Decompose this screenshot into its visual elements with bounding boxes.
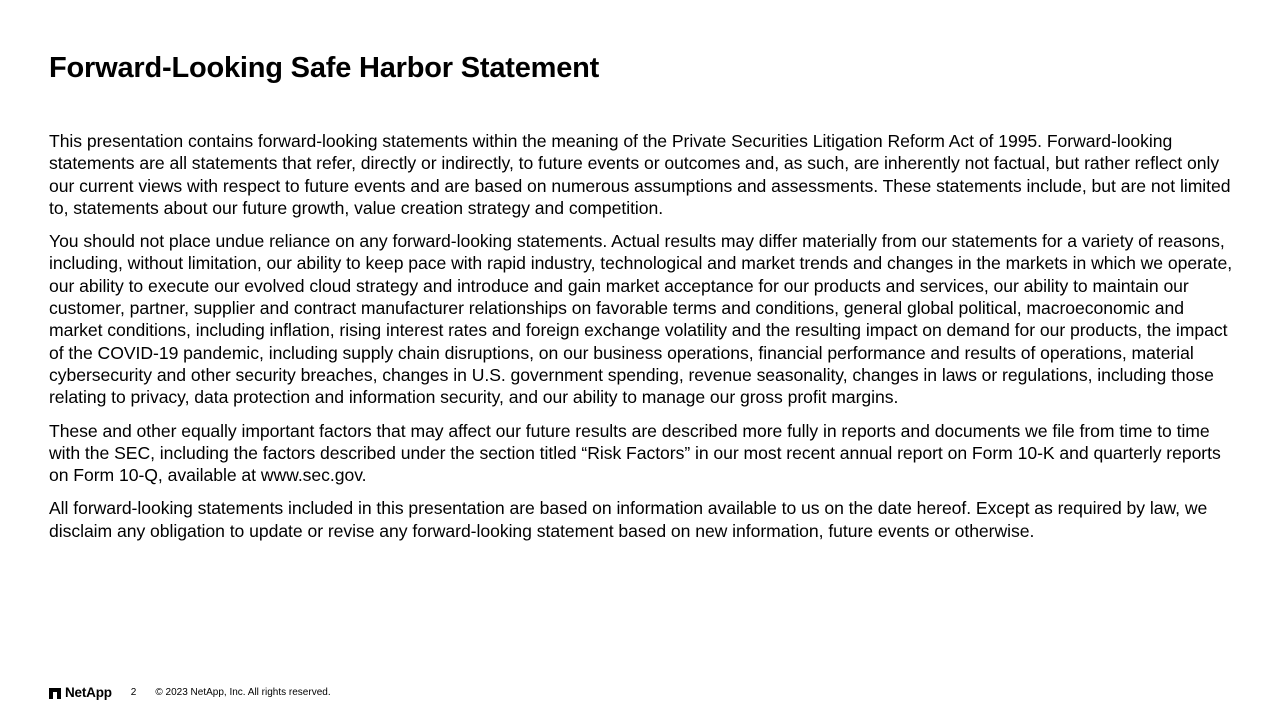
logo-text: NetApp (65, 685, 112, 700)
paragraph-intro: This presentation contains forward-looking statements within the meaning of the Private Securities Litigation Reform Act of 1995. Forward-looking statements are all statements that refer, directly or indirectly, to future events or outcomes and, as such, are inherently not factual, but rather reflect only our current views with respect to future events and are based on numerous assumptions and assessments. These statements include, but are not limited to, statements about our future growth, value creation strategy and competition. (49, 131, 1231, 218)
netapp-logo (49, 684, 112, 702)
footer (49, 684, 331, 702)
paragraph-disclaimer: All forward-looking statements included in this presentation are based on information available to us on the date hereof. Except as required by law, we disclaim any obligation to update or revise any forward-looking statement based on new information, future events or otherwise. (49, 498, 1208, 541)
slide-body (49, 130, 1239, 553)
netapp-logo-icon (49, 688, 61, 699)
slide-title: Forward-Looking Safe Harbor Statement (49, 52, 600, 84)
paragraph-sec-filings: These and other equally important factors that may affect our future results are described more fully in reports and documents we file from time to time with the SEC, including the factors described under the section titled “Risk Factors” in our most recent annual report on Form 10-K and quarterly reports on Form 10-Q, available at www.sec.gov. (49, 420, 1221, 486)
copyright-text: © 2023 NetApp, Inc. All rights reserved. (155, 687, 331, 698)
paragraph-risk-factors: You should not place undue reliance on any forward-looking statements. Actual results may differ materially from our statements for a variety of reasons, including, without limitation, our ability to keep pace with rapid industry, technological and market trends and changes in the markets in which we operate, our ability to execute our evolved cloud strategy and introduce and gain market acceptance for our products and services, our ability to maintain our customer, partner, supplier and contract manufacturer relationships on favorable terms and conditions, general global political, macroeconomic and market conditions, including inflation, rising interest rates and foreign exchange volatility and the resulting impact on demand for our products, the impact of the COVID-19 pandemic, including supply chain disruptions, on our business operations, financial performance and results of operations, material cybersecurity and other security breaches, changes in U.S. government spending, revenue seasonality, changes in laws or regulations, including those relating to privacy, data protection and information security, and our ability to manage our gross profit margins. (49, 231, 1233, 408)
page-number: 2 (130, 687, 137, 698)
